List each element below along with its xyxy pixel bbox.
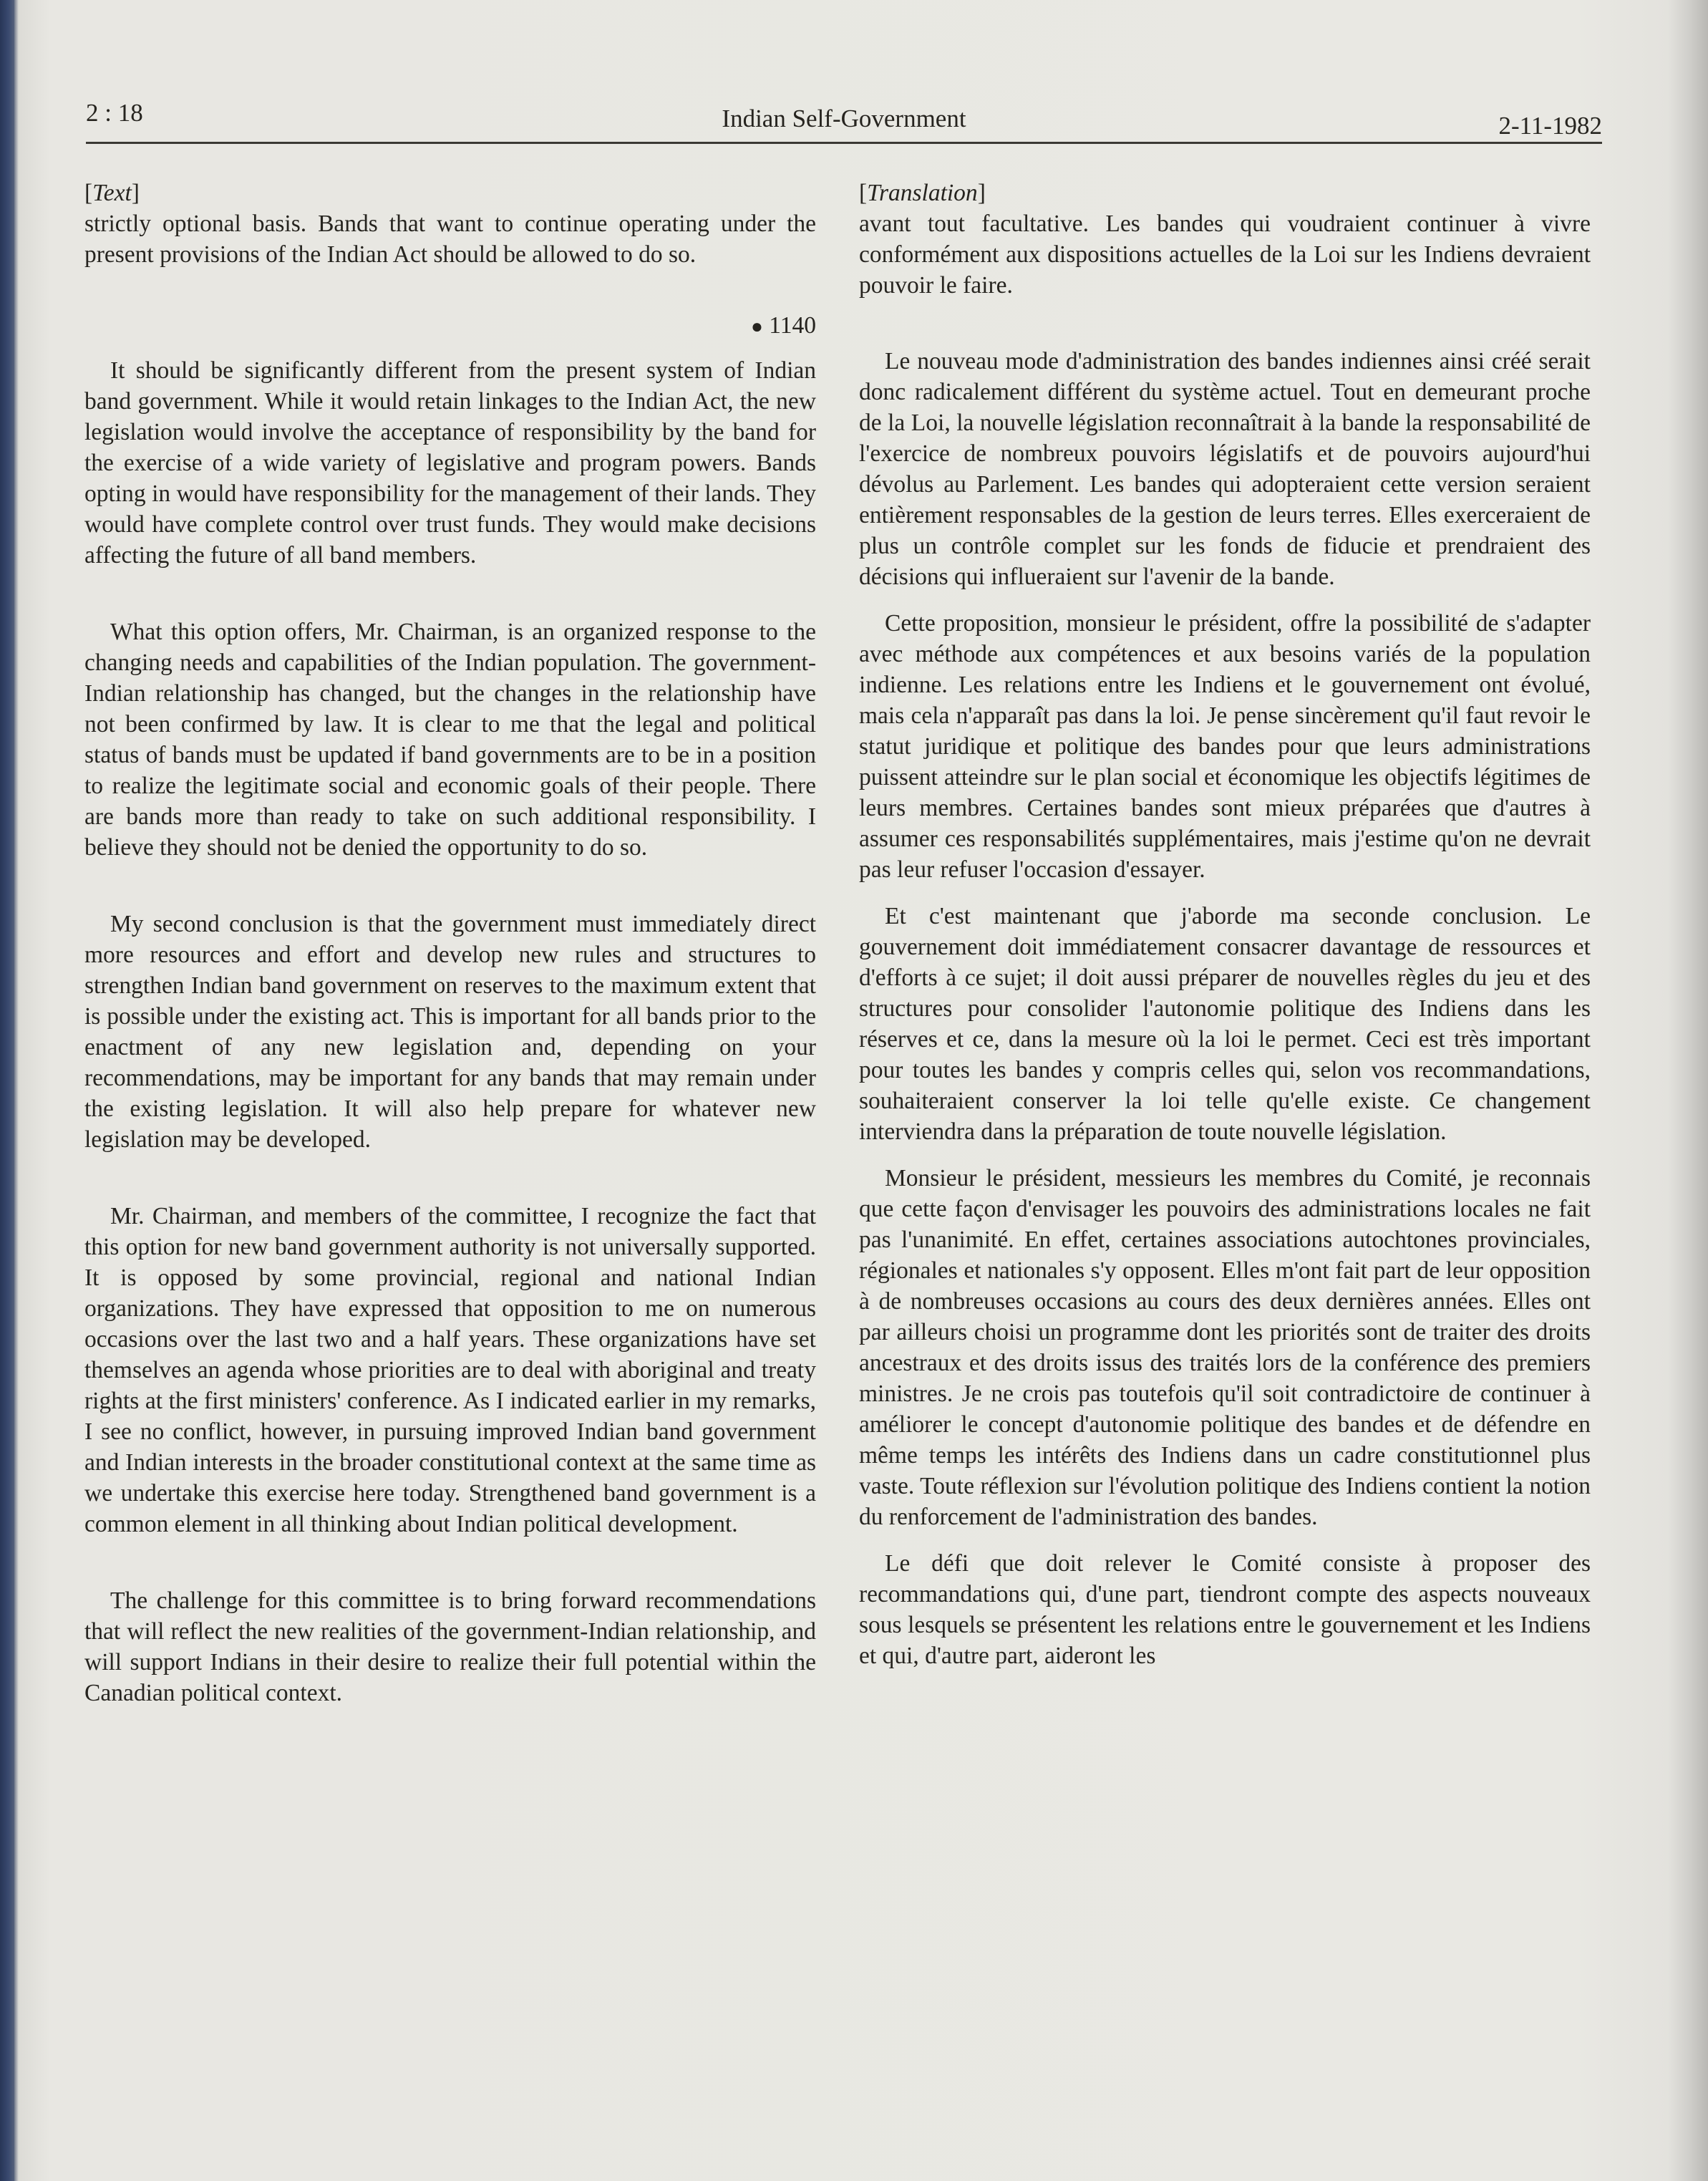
paragraph: Le nouveau mode d'administration des bandes indiennes ainsi créé serait donc radicalement différent du système actuel. Tout en demeurant proche de la Loi, la nouvelle législation reconnaîtrait à la bande la responsabilité de l'exercice de nombreux pouvoirs législatifs et de pouvoirs aujourd'hui dévolus au Parlement. Les bandes qui adopteraient cette version seraient entièrement responsables de la gestion de leurs terres. Elles exerceraient de plus un contrôle complet sur les fonds de fiducie et prendraient des décisions qui influeraient sur l'avenir de la bande. [859,348,1591,590]
paragraph: avant tout facultative. Les bandes qui voudraient continuer à vivre conformément aux dispositions actuelles de la Loi sur les Indiens devraient pouvoir le faire. [859,211,1591,299]
french-column [859,178,1591,1671]
running-header [86,93,1602,144]
paragraph: Et c'est maintenant que j'aborde ma seconde conclusion. Le gouvernement doit immédiatement consacrer davantage de ressources et d'efforts à ce sujet; il doit aussi préparer de nouvelles règles du jeu et des structures pour consolider l'autonomie politique des Indiens dans les réserves et ce, dans la mesure où la loi le permet. Ceci est très important pour toutes les bandes y compris celles qui, selon vos recommandations, souhaiteraient conserver la loi telle qu'elle existe. Ce changement interviendra dans la préparation de toute nouvelle législation. [859,903,1591,1145]
page-number: 2 : 18 [86,99,143,127]
bullet-icon: ● [750,316,763,338]
marker-number: 1140 [769,312,816,339]
paragraph: My second conclusion is that the government must immediately direct more resources and effort and develop new rules and structures to strengthen Indian band government on reserves to the maximum extent that is possible under the existing act. This is important for all bands prior to the enactment of any new legislation and, depending on your recommendations, may be important for any bands that may remain under the existing legislation. It will also help prepare for whatever new legislation may be developed. [84,911,816,1153]
paragraph: Mr. Chairman, and members of the committee, I recognize the fact that this option for new band government authority is not universally supported. It is opposed by some provincial, regional and national Indian organizations. They have expressed that opposition to me on numerous occasions over the last two and a half years. These organizations have set themselves an agenda whose priorities are to deal with aboriginal and treaty rights at the first ministers' conference. As I indicated earlier in my remarks, I see no conflict, however, in pursuing improved Indian band government and Indian interests in the broader constitutional context at the same time as we undertake this exercise here today. Strengthened band government is a common element in all thinking about Indian political development. [84,1203,816,1537]
paragraph: What this option offers, Mr. Chairman, is an organized response to the changing needs and capabilities of the Indian population. The government-Indian relationship has changed, but the changes in the relationship have not been confirmed by law. It is clear to me that the legal and political status of bands must be updated if band governments are to be in a position to realize the legitimate social and economic goals of their people. There are bands more than ready to take on such additional responsibility. I believe they should not be denied the opportunity to do so. [84,619,816,861]
running-title: Indian Self-Government [722,105,966,132]
paragraph: Monsieur le président, messieurs les membres du Comité, je reconnais que cette façon d'envisager les pouvoirs des administrations locales ne fait pas l'unanimité. En effet, certaines associations autochtones provinciales, régionales et nationales s'y opposent. Elles m'ont fait part de leur opposition à de nombreuses occasions au cours des deux dernières années. Elles ont par ailleurs choisi un programme dont les priorités sont de traiter des droits ancestraux et des droits issus des traités lors de la conférence des premiers ministres. Je ne crois pas toutefois qu'il soit contradictoire de continuer à améliorer le concept d'autonomie politique des bandes et de défendre en même temps les intérêts des Indiens dans un cadre constitutionnel plus vaste. Toute réflexion sur l'évolution politique des Indiens contient la notion du renforcement de l'administration des bandes. [859,1165,1591,1530]
translation-tag: [Translation] [859,180,986,206]
binding-spine [0,0,14,2181]
text-tag: [Text] [84,180,140,206]
paragraph: strictly optional basis. Bands that want to continue operating under the present provisions of the Indian Act should be allowed to do so. [84,211,816,268]
timestamp-marker [84,310,816,341]
english-column [84,178,816,1708]
header-date: 2-11-1982 [1498,112,1602,140]
paragraph: The challenge for this committee is to bring forward recommendations that will reflect the new realities of the government-Indian relationship, and will support Indians in their desire to realize their full potential within the Canadian political context. [84,1587,816,1706]
paragraph: Le défi que doit relever le Comité consiste à proposer des recommandations qui, d'une part, tiendront compte des aspects nouveaux sous lesquels se présentent les relations entre le gouvernement et les Indiens et qui, d'autre part, aideront les [859,1550,1591,1669]
paragraph: Cette proposition, monsieur le président, offre la possibilité de s'adapter avec méthode aux compétences et aux besoins variés de la population indienne. Les relations entre les Indiens et le gouvernement ont évolué, mais cela n'apparaît pas dans la loi. Je pense sincèrement qu'il faut revoir le statut juridique et politique des bandes pour que leurs administrations puissent atteindre sur le plan social et économique les objectifs légitimes de leurs membres. Certaines bandes sont mieux préparées que d'autres à assumer ces responsabilités supplémentaires, mais j'estime qu'on ne devrait pas leur refuser l'occasion d'essayer. [859,610,1591,883]
paragraph: It should be significantly different from the present system of Indian band government. While it would retain linkages to the Indian Act, the new legislation would involve the acceptance of responsibility by the band for the exercise of a wide variety of legislative and program powers. Bands opting in would have responsibility for the management of their lands. They would have complete control over trust funds. They would make decisions affecting the future of all band members. [84,357,816,569]
